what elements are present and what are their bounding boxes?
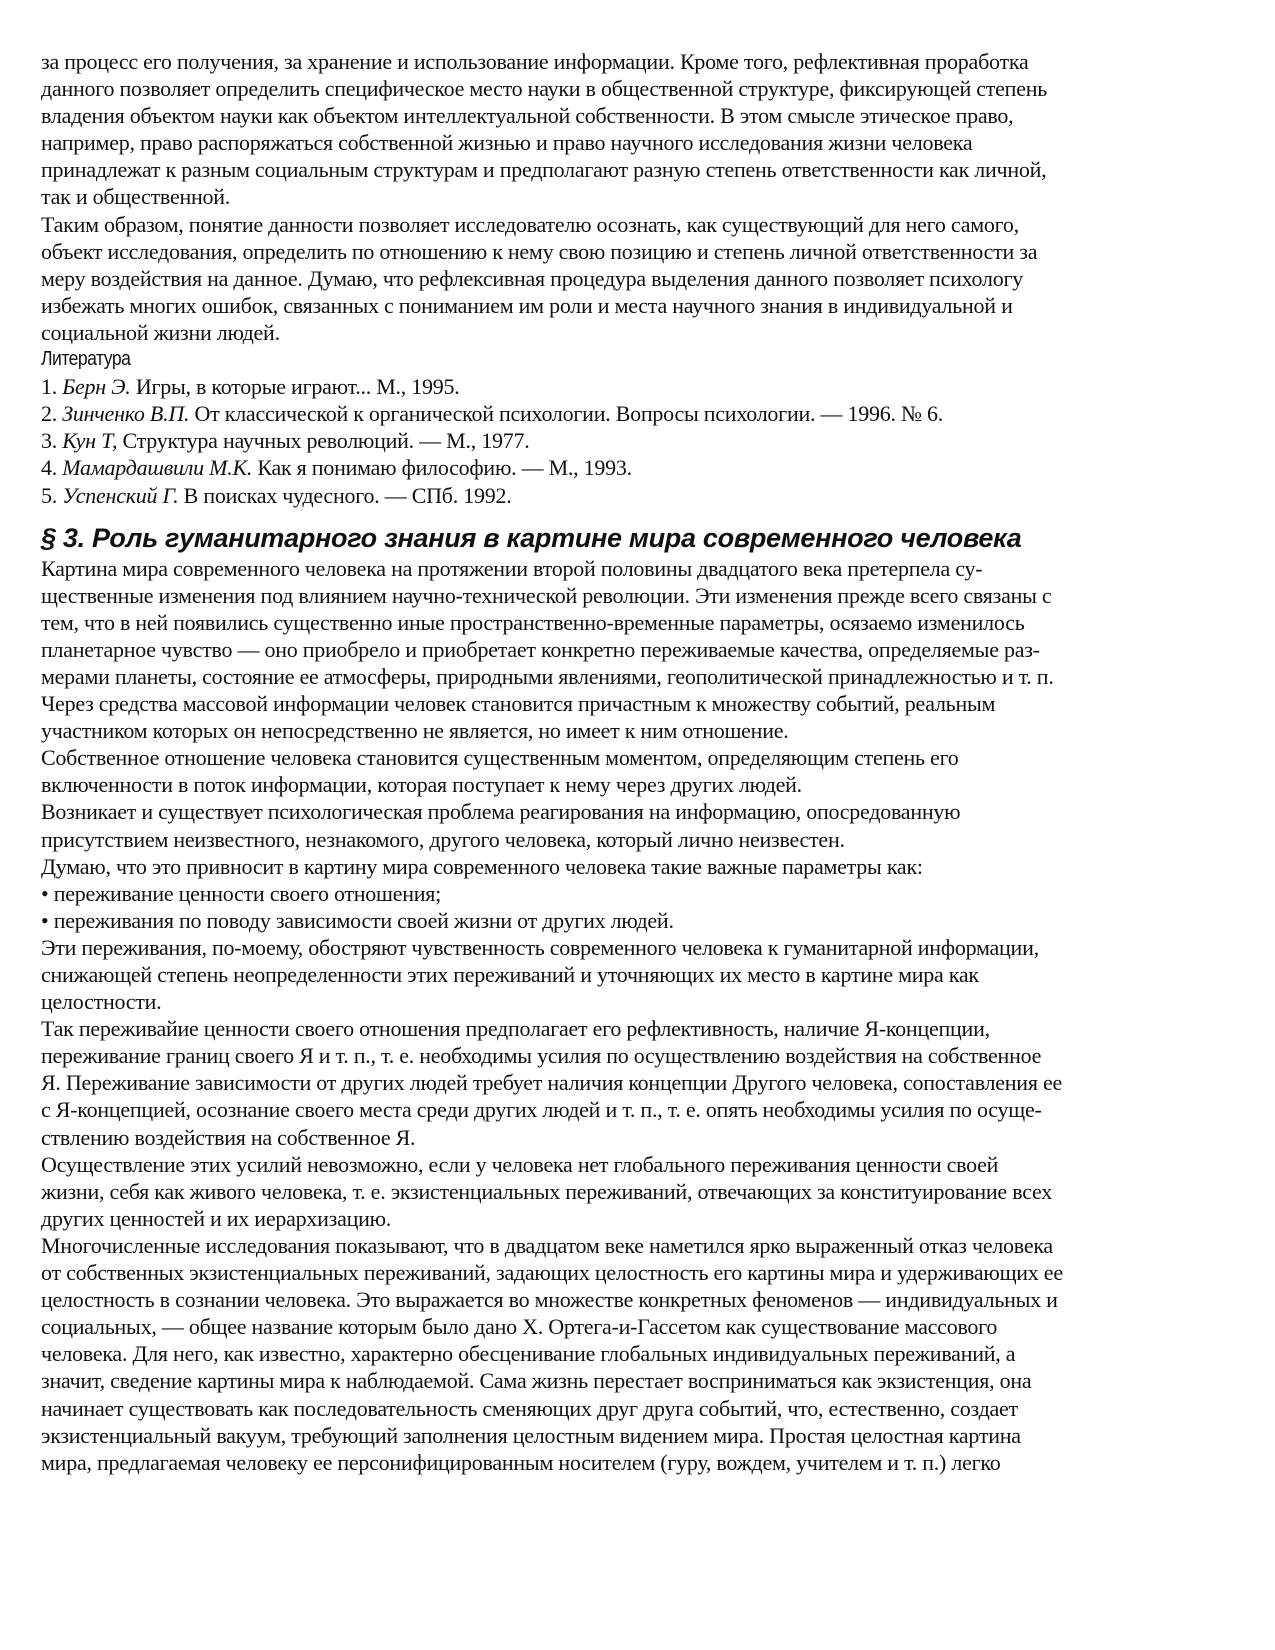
reference-number: 2. [41, 401, 63, 427]
paragraph-data-responsibility [41, 48, 1241, 211]
text-line: Так переживайие ценности своего отношения предполагает его рефлективность, наличие Я-концепции, [41, 1016, 990, 1042]
reference-item [41, 454, 1241, 481]
paragraph-conclusion [41, 211, 1241, 346]
text-line: данного позволяет определить специфическое место науки в общественной структуре, фиксирующей степень [41, 76, 1048, 102]
text-line: Картина мира современного человека на протяжении второй половины двадцатого века претерпела су- [41, 555, 983, 581]
reference-author: Успенский Г. [62, 482, 179, 508]
text-line: присутствием неизвестного, незнакомого, другого человека, который лично неизвестен. [41, 826, 845, 852]
text-line: Через средства массовой информации человек становится причастным к множеству событий, реальным [41, 691, 996, 717]
text-line: переживание границ своего Я и т. п., т. е. необходимы усилия по осуществлению воздействия на собственное [41, 1043, 1042, 1069]
literature-section [41, 346, 1241, 509]
text-line: Я. Переживание зависимости от других людей требует наличия концепции Другого человека, сопоставления ее [41, 1070, 1062, 1096]
reference-author: Берн Э. [62, 374, 131, 400]
reference-number: 3. [41, 428, 63, 454]
reference-title: Структура научных революций. — М., 1977. [117, 428, 530, 454]
text-line: планетарное чувство — оно приобрело и приобретает конкретно переживаемые качества, определяемые раз- [41, 636, 1040, 662]
text-line: избежать многих ошибок, связанных с пониманием им роли и места научного знания в индивидуальной и [41, 292, 1013, 318]
text-line: Эти переживания, по-моему, обостряют чувственность современного человека к гуманитарной информации, [41, 934, 1039, 960]
bullet-item: • переживания по поводу зависимости своей жизни от других людей. [41, 907, 674, 933]
reference-title: От классической к органической психологии. Вопросы психологии. — 1996. № 6. [189, 401, 943, 427]
text-line: начинает существовать как последовательность сменяющих друг друга событий, что, естественно, создает [41, 1395, 1018, 1421]
text-line: так и общественной. [41, 184, 231, 210]
reference-number: 1. [41, 374, 63, 400]
text-line: мерами планеты, состояние ее атмосферы, природными явлениями, геополитической принадлежностью и т. п. [41, 663, 1054, 689]
text-line: от собственных экзистенциальных переживаний, задающих целостность его картины мира и удерживающих ее [41, 1260, 1063, 1286]
text-line: Возникает и существует психологическая проблема реагирования на информацию, опосредованную [41, 799, 961, 825]
reference-number: 5. [41, 482, 63, 508]
text-line: например, право распоряжаться собственной жизнью и право научного исследования жизни человека [41, 130, 973, 156]
literature-heading: Литература [41, 348, 131, 371]
text-line: целостности. [41, 989, 162, 1015]
text-line: Многочисленные исследования показывают, что в двадцатом веке наметился ярко выраженный отказ человека [41, 1232, 1053, 1258]
reference-item [41, 373, 1241, 400]
reference-item [41, 482, 1241, 509]
text-line: объект исследования, определить по отношению к нему свою позицию и степень личной ответственности за [41, 238, 1038, 264]
text-line: других ценностей и их иерархизацию. [41, 1205, 392, 1231]
reference-title: Игры, в которые играют... М., 1995. [130, 374, 460, 400]
text-line: жизни, себя как живого человека, т. е. экзистенциальных переживаний, отвечающих за конституирование всех [41, 1178, 1052, 1204]
text-line: Думаю, что это привносит в картину мира современного человека такие важные параметры как: [41, 853, 923, 879]
text-line: ствлению воздействия на собственное Я. [41, 1124, 416, 1150]
reference-number: 4. [41, 455, 63, 481]
text-line: за процесс его получения, за хранение и использование информации. Кроме того, рефлективная проработка [41, 49, 1029, 74]
text-line: щественные изменения под влиянием научно-технической революции. Эти изменения прежде всего связаны с [41, 582, 1052, 608]
text-line: мира, предлагаемая человеку ее персонифицированным носителем (гуру, вождем, учителем и т. п.) легко [41, 1449, 1001, 1475]
text-line: Осуществление этих усилий невозможно, если у человека нет глобального переживания ценности своей [41, 1151, 999, 1177]
section-body [41, 555, 1241, 1476]
text-line: Собственное отношение человека становится существенным моментом, определяющим степень его [41, 745, 959, 771]
text-line: включенности в поток информации, которая поступает к нему через других людей. [41, 772, 802, 798]
text-line: меру воздействия на данное. Думаю, что рефлексивная процедура выделения данного позволяет психологу [41, 265, 1023, 291]
text-line: участником которых он непосредственно не является, но имеет к ним отношение. [41, 718, 789, 744]
text-line: социальных, — общее название которым было дано X. Ортега-и-Гассетом как существование массового [41, 1314, 998, 1340]
reference-title: Как я понимаю философию. — М., 1993. [252, 455, 632, 481]
text-line: с Я-концепцией, осознание своего места среди других людей и т. п., т. е. опять необходимы усилия по осуще- [41, 1097, 1042, 1123]
text-line: социальной жизни людей. [41, 319, 280, 345]
reference-author: Мамардашвили М.К. [62, 455, 253, 481]
text-line: человека. Для него, как известно, характерно обесценивание глобальных индивидуальных переживаний, а [41, 1341, 1016, 1367]
text-line: целостность в сознании человека. Это выражается во множестве конкретных феноменов — индивидуальных и [41, 1287, 1058, 1313]
reference-item [41, 400, 1241, 427]
text-line: принадлежат к разным социальным структурам и предполагают разную степень ответственности как личной, [41, 157, 1047, 183]
reference-item [41, 427, 1241, 454]
reference-author: Зинченко В.П. [62, 401, 190, 427]
document-page [41, 48, 1241, 1476]
text-line: Таким образом, понятие данности позволяет исследователю осознать, как существующий для него самого, [41, 211, 1019, 237]
text-line: экзистенциальный вакуум, требующий заполнения целостным видением мира. Простая целостная картина [41, 1422, 1021, 1448]
bullet-item: • переживание ценности своего отношения; [41, 880, 442, 906]
text-line: владения объектом науки как объектом интеллектуальной собственности. В этом смысле этическое право, [41, 103, 1014, 129]
reference-author: Кун Т, [62, 428, 118, 454]
text-line: значит, сведение картины мира к наблюдаемой. Сама жизнь перестает восприниматься как экзистенция, она [41, 1368, 1032, 1394]
text-line: снижающей степень неопределенности этих переживаний и уточняющих их место в картине мира как [41, 962, 979, 987]
reference-title: В поисках чудесного. — СПб. 1992. [178, 482, 512, 508]
text-line: тем, что в ней появились существенно иные пространственно-временные параметры, осязаемо изменилось [41, 609, 1025, 635]
section-title: § 3. Роль гуманитарного знания в картине мира современного человека [41, 522, 1022, 553]
